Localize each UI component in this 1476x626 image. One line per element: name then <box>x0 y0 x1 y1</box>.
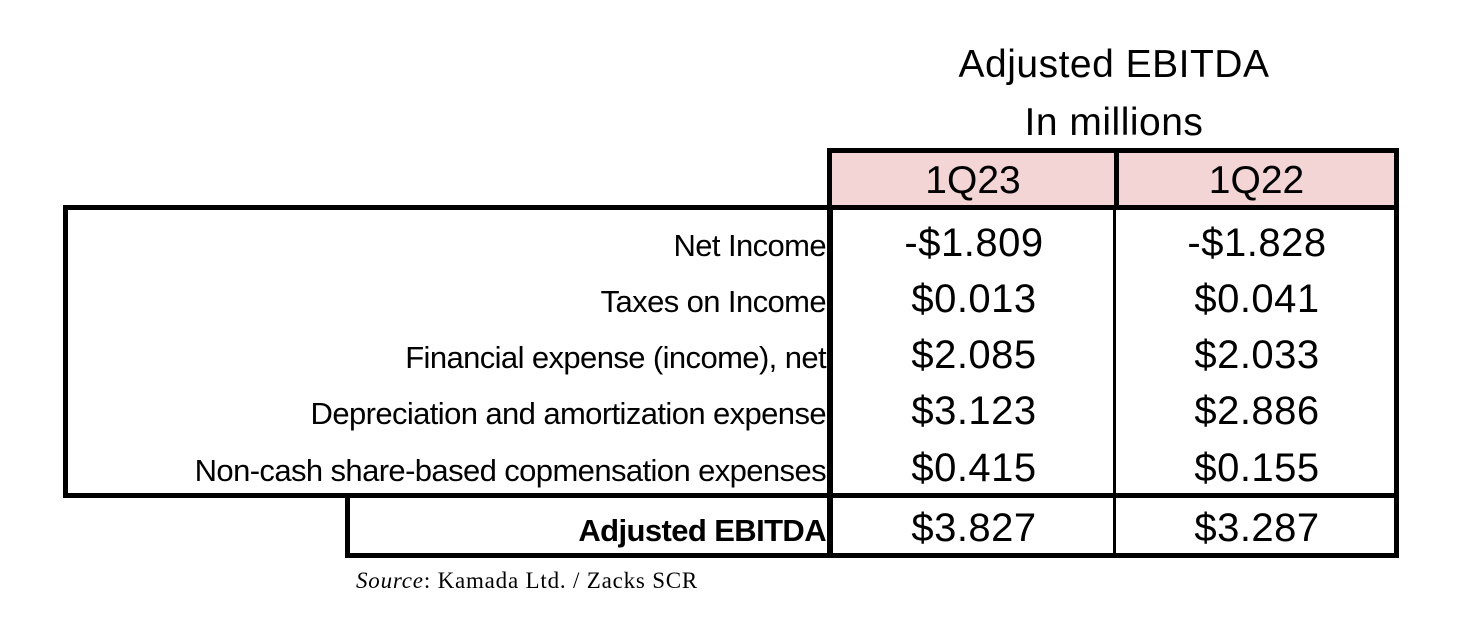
source-note <box>356 568 698 594</box>
row-label-share-based-comp: Non-cash share-based copmensation expenses <box>194 453 826 488</box>
column-header-label: 1Q23 <box>925 159 1021 202</box>
value-share-based-comp-1q22: $0.155 <box>1194 446 1320 490</box>
table-subtitle: In millions <box>1024 101 1204 144</box>
value-financial-expense-1q23: $2.085 <box>911 333 1037 377</box>
row-label-depreciation: Depreciation and amortization expense <box>310 396 826 431</box>
row-label-adjusted-ebitda: Adjusted EBITDA <box>578 513 826 548</box>
row-label-taxes: Taxes on Income <box>600 284 826 319</box>
value-taxes-1q23: $0.013 <box>911 277 1037 321</box>
column-header-1q22 <box>1114 148 1399 210</box>
value-net-income-1q23: -$1.809 <box>904 221 1044 265</box>
row-label-net-income: Net Income <box>673 228 826 263</box>
column-header-1q23 <box>827 148 1119 210</box>
source-text: : Kamada Ltd. / Zacks SCR <box>423 568 699 593</box>
value-financial-expense-1q22: $2.033 <box>1194 333 1320 377</box>
value-depreciation-1q23: $3.123 <box>911 389 1037 433</box>
source-label: Source <box>356 568 424 593</box>
row-label-financial-expense: Financial expense (income), net <box>405 340 826 375</box>
value-adjusted-ebitda-1q23: $3.827 <box>911 506 1037 550</box>
value-adjusted-ebitda-1q22: $3.287 <box>1194 506 1320 550</box>
value-depreciation-1q22: $2.886 <box>1194 389 1320 433</box>
value-share-based-comp-1q23: $0.415 <box>911 446 1037 490</box>
column-header-label: 1Q22 <box>1208 159 1305 202</box>
table-title: Adjusted EBITDA <box>958 43 1270 86</box>
value-net-income-1q22: -$1.828 <box>1187 221 1327 265</box>
value-taxes-1q22: $0.041 <box>1194 277 1320 321</box>
